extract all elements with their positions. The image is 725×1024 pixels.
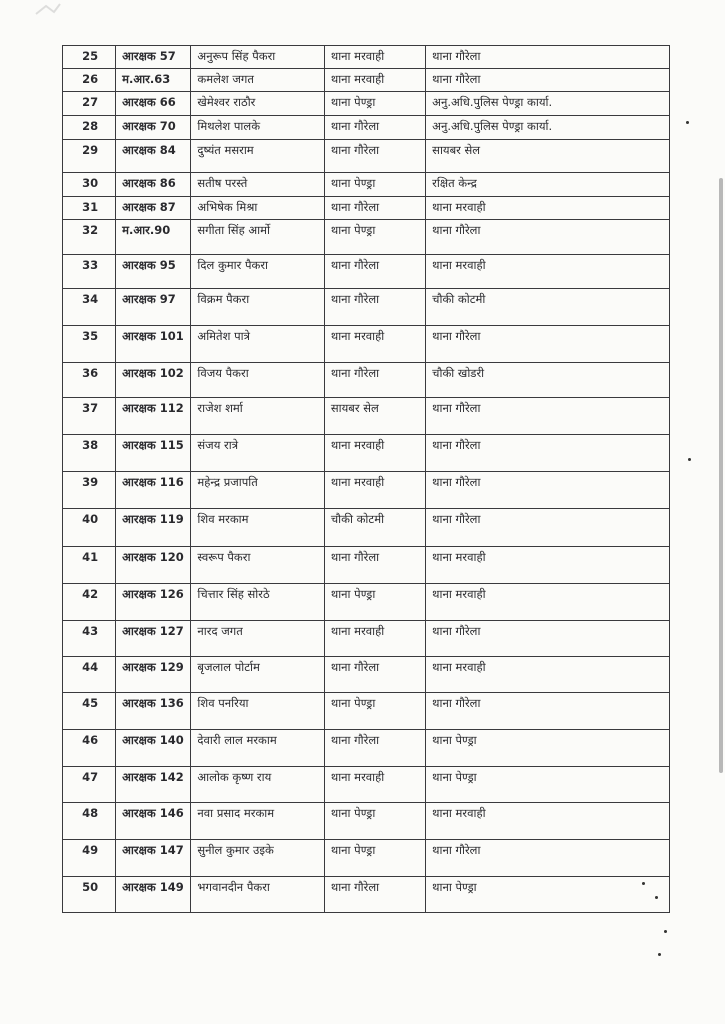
- current-posting-cell: थाना पेण्ड्रा: [324, 173, 425, 197]
- employee-name-cell: विजय पैकरा: [191, 363, 324, 398]
- employee-name-cell: सगीता सिंह आर्मो: [191, 220, 324, 255]
- serial-number-cell: 25: [63, 46, 116, 69]
- employee-name-cell: नारद जगत: [191, 621, 324, 657]
- rank-number-cell: आरक्षक 127: [116, 621, 191, 657]
- employee-name-cell: देवारी लाल मरकाम: [191, 730, 324, 767]
- speck: [686, 121, 689, 124]
- serial-number-cell: 29: [63, 140, 116, 173]
- current-posting-cell: थाना पेण्ड्रा: [324, 92, 425, 116]
- new-posting-cell: थाना गौरेला: [426, 69, 670, 92]
- table-row: [63, 173, 670, 197]
- table-row: [63, 140, 670, 173]
- employee-name-cell: अनुरूप सिंह पैकरा: [191, 46, 324, 69]
- serial-number-cell: 50: [63, 877, 116, 913]
- table-row: [63, 197, 670, 220]
- table-row: [63, 767, 670, 803]
- employee-name-cell: अभिषेक मिश्रा: [191, 197, 324, 220]
- rank-number-cell: आरक्षक 66: [116, 92, 191, 116]
- table-row: [63, 621, 670, 657]
- employee-name-cell: आलोक कृष्ण राय: [191, 767, 324, 803]
- new-posting-cell: थाना पेण्ड्रा: [426, 767, 670, 803]
- employee-name-cell: दुष्यंत मसराम: [191, 140, 324, 173]
- current-posting-cell: थाना गौरेला: [324, 289, 425, 326]
- rank-number-cell: आरक्षक 87: [116, 197, 191, 220]
- rank-number-cell: आरक्षक 86: [116, 173, 191, 197]
- serial-number-cell: 30: [63, 173, 116, 197]
- new-posting-cell: थाना मरवाही: [426, 803, 670, 840]
- new-posting-cell: अनु.अधि.पुलिस पेण्ड्रा कार्या.: [426, 116, 670, 140]
- new-posting-cell: थाना मरवाही: [426, 657, 670, 693]
- new-posting-cell: थाना पेण्ड्रा: [426, 730, 670, 767]
- employee-name-cell: कमलेश जगत: [191, 69, 324, 92]
- new-posting-cell: थाना गौरेला: [426, 621, 670, 657]
- serial-number-cell: 43: [63, 621, 116, 657]
- rank-number-cell: आरक्षक 140: [116, 730, 191, 767]
- new-posting-cell: अनु.अधि.पुलिस पेण्ड्रा कार्या.: [426, 92, 670, 116]
- current-posting-cell: थाना गौरेला: [324, 116, 425, 140]
- table-row: [63, 326, 670, 363]
- table-row: [63, 69, 670, 92]
- rank-number-cell: आरक्षक 95: [116, 255, 191, 289]
- table-row: [63, 472, 670, 509]
- rank-number-cell: आरक्षक 84: [116, 140, 191, 173]
- table-row: [63, 435, 670, 472]
- current-posting-cell: सायबर सेल: [324, 398, 425, 435]
- new-posting-cell: थाना गौरेला: [426, 693, 670, 730]
- employee-name-cell: बृजलाल पोर्टाम: [191, 657, 324, 693]
- corner-fold-mark: [34, 2, 62, 16]
- new-posting-cell: थाना गौरेला: [426, 326, 670, 363]
- new-posting-cell: थाना मरवाही: [426, 584, 670, 621]
- new-posting-cell: थाना पेण्ड्रा: [426, 877, 670, 913]
- current-posting-cell: थाना गौरेला: [324, 255, 425, 289]
- employee-name-cell: राजेश शर्मा: [191, 398, 324, 435]
- new-posting-cell: थाना मरवाही: [426, 547, 670, 584]
- new-posting-cell: थाना गौरेला: [426, 435, 670, 472]
- rank-number-cell: आरक्षक 136: [116, 693, 191, 730]
- serial-number-cell: 41: [63, 547, 116, 584]
- new-posting-cell: थाना गौरेला: [426, 46, 670, 69]
- serial-number-cell: 46: [63, 730, 116, 767]
- table-row: [63, 584, 670, 621]
- current-posting-cell: थाना पेण्ड्रा: [324, 803, 425, 840]
- rank-number-cell: आरक्षक 146: [116, 803, 191, 840]
- current-posting-cell: थाना मरवाही: [324, 621, 425, 657]
- current-posting-cell: थाना गौरेला: [324, 363, 425, 398]
- serial-number-cell: 38: [63, 435, 116, 472]
- rank-number-cell: आरक्षक 102: [116, 363, 191, 398]
- rank-number-cell: आरक्षक 142: [116, 767, 191, 803]
- employee-name-cell: स्वरूप पैकरा: [191, 547, 324, 584]
- new-posting-cell: सायबर सेल: [426, 140, 670, 173]
- employee-name-cell: महेन्द्र प्रजापति: [191, 472, 324, 509]
- current-posting-cell: थाना पेण्ड्रा: [324, 220, 425, 255]
- speck: [664, 930, 667, 933]
- current-posting-cell: थाना मरवाही: [324, 326, 425, 363]
- rank-number-cell: म.आर.90: [116, 220, 191, 255]
- employee-name-cell: चित्तार सिंह सोरठे: [191, 584, 324, 621]
- new-posting-cell: थाना गौरेला: [426, 840, 670, 877]
- serial-number-cell: 42: [63, 584, 116, 621]
- table-row: [63, 877, 670, 913]
- table-body: [63, 46, 670, 913]
- serial-number-cell: 26: [63, 69, 116, 92]
- rank-number-cell: आरक्षक 57: [116, 46, 191, 69]
- rank-number-cell: आरक्षक 120: [116, 547, 191, 584]
- current-posting-cell: थाना गौरेला: [324, 730, 425, 767]
- employee-name-cell: भगवानदीन पैकरा: [191, 877, 324, 913]
- current-posting-cell: थाना गौरेला: [324, 140, 425, 173]
- new-posting-cell: थाना मरवाही: [426, 197, 670, 220]
- employee-name-cell: शिव पनरिया: [191, 693, 324, 730]
- current-posting-cell: थाना मरवाही: [324, 69, 425, 92]
- employee-name-cell: नवा प्रसाद मरकाम: [191, 803, 324, 840]
- serial-number-cell: 45: [63, 693, 116, 730]
- current-posting-cell: थाना पेण्ड्रा: [324, 840, 425, 877]
- serial-number-cell: 37: [63, 398, 116, 435]
- serial-number-cell: 34: [63, 289, 116, 326]
- rank-number-cell: आरक्षक 126: [116, 584, 191, 621]
- current-posting-cell: थाना गौरेला: [324, 547, 425, 584]
- table-row: [63, 398, 670, 435]
- table-row: [63, 657, 670, 693]
- speck: [655, 896, 658, 899]
- new-posting-cell: थाना गौरेला: [426, 509, 670, 547]
- serial-number-cell: 40: [63, 509, 116, 547]
- current-posting-cell: थाना मरवाही: [324, 435, 425, 472]
- current-posting-cell: थाना मरवाही: [324, 767, 425, 803]
- serial-number-cell: 39: [63, 472, 116, 509]
- employee-name-cell: अमितेश पात्रे: [191, 326, 324, 363]
- rank-number-cell: आरक्षक 97: [116, 289, 191, 326]
- table-row: [63, 46, 670, 69]
- serial-number-cell: 47: [63, 767, 116, 803]
- employee-name-cell: शिव मरकाम: [191, 509, 324, 547]
- current-posting-cell: थाना मरवाही: [324, 46, 425, 69]
- rank-number-cell: आरक्षक 101: [116, 326, 191, 363]
- scrollbar[interactable]: [719, 178, 723, 773]
- serial-number-cell: 36: [63, 363, 116, 398]
- employee-name-cell: संजय रात्रे: [191, 435, 324, 472]
- rank-number-cell: आरक्षक 70: [116, 116, 191, 140]
- new-posting-cell: चौकी कोटमी: [426, 289, 670, 326]
- employee-name-cell: सुनील कुमार उइके: [191, 840, 324, 877]
- current-posting-cell: थाना मरवाही: [324, 472, 425, 509]
- current-posting-cell: थाना पेण्ड्रा: [324, 584, 425, 621]
- table-row: [63, 116, 670, 140]
- table-row: [63, 92, 670, 116]
- serial-number-cell: 31: [63, 197, 116, 220]
- employee-name-cell: दिल कुमार पैकरा: [191, 255, 324, 289]
- new-posting-cell: थाना गौरेला: [426, 398, 670, 435]
- rank-number-cell: आरक्षक 147: [116, 840, 191, 877]
- rank-number-cell: आरक्षक 115: [116, 435, 191, 472]
- employee-name-cell: खेमेश्वर राठौर: [191, 92, 324, 116]
- employee-name-cell: विक्रम पैकरा: [191, 289, 324, 326]
- rank-number-cell: म.आर.63: [116, 69, 191, 92]
- serial-number-cell: 32: [63, 220, 116, 255]
- serial-number-cell: 48: [63, 803, 116, 840]
- speck: [642, 882, 645, 885]
- employee-name-cell: मिथलेश पालके: [191, 116, 324, 140]
- new-posting-cell: थाना गौरेला: [426, 472, 670, 509]
- rank-number-cell: आरक्षक 149: [116, 877, 191, 913]
- table-row: [63, 693, 670, 730]
- serial-number-cell: 44: [63, 657, 116, 693]
- new-posting-cell: चौकी खोडरी: [426, 363, 670, 398]
- current-posting-cell: थाना गौरेला: [324, 877, 425, 913]
- table-row: [63, 730, 670, 767]
- rank-number-cell: आरक्षक 119: [116, 509, 191, 547]
- rank-number-cell: आरक्षक 129: [116, 657, 191, 693]
- table-row: [63, 363, 670, 398]
- serial-number-cell: 33: [63, 255, 116, 289]
- speck: [658, 953, 661, 956]
- speck: [688, 458, 691, 461]
- current-posting-cell: थाना गौरेला: [324, 197, 425, 220]
- rank-number-cell: आरक्षक 116: [116, 472, 191, 509]
- current-posting-cell: थाना गौरेला: [324, 657, 425, 693]
- current-posting-cell: थाना पेण्ड्रा: [324, 693, 425, 730]
- table-row: [63, 255, 670, 289]
- table-row: [63, 289, 670, 326]
- current-posting-cell: चौकी कोटमी: [324, 509, 425, 547]
- employee-name-cell: सतीष परस्ते: [191, 173, 324, 197]
- serial-number-cell: 28: [63, 116, 116, 140]
- serial-number-cell: 35: [63, 326, 116, 363]
- serial-number-cell: 49: [63, 840, 116, 877]
- table-row: [63, 547, 670, 584]
- serial-number-cell: 27: [63, 92, 116, 116]
- new-posting-cell: थाना मरवाही: [426, 255, 670, 289]
- new-posting-cell: रक्षित केन्द्र: [426, 173, 670, 197]
- rank-number-cell: आरक्षक 112: [116, 398, 191, 435]
- table-row: [63, 220, 670, 255]
- table-row: [63, 509, 670, 547]
- transfer-list-table: [62, 45, 670, 913]
- new-posting-cell: थाना गौरेला: [426, 220, 670, 255]
- table-row: [63, 803, 670, 840]
- table-row: [63, 840, 670, 877]
